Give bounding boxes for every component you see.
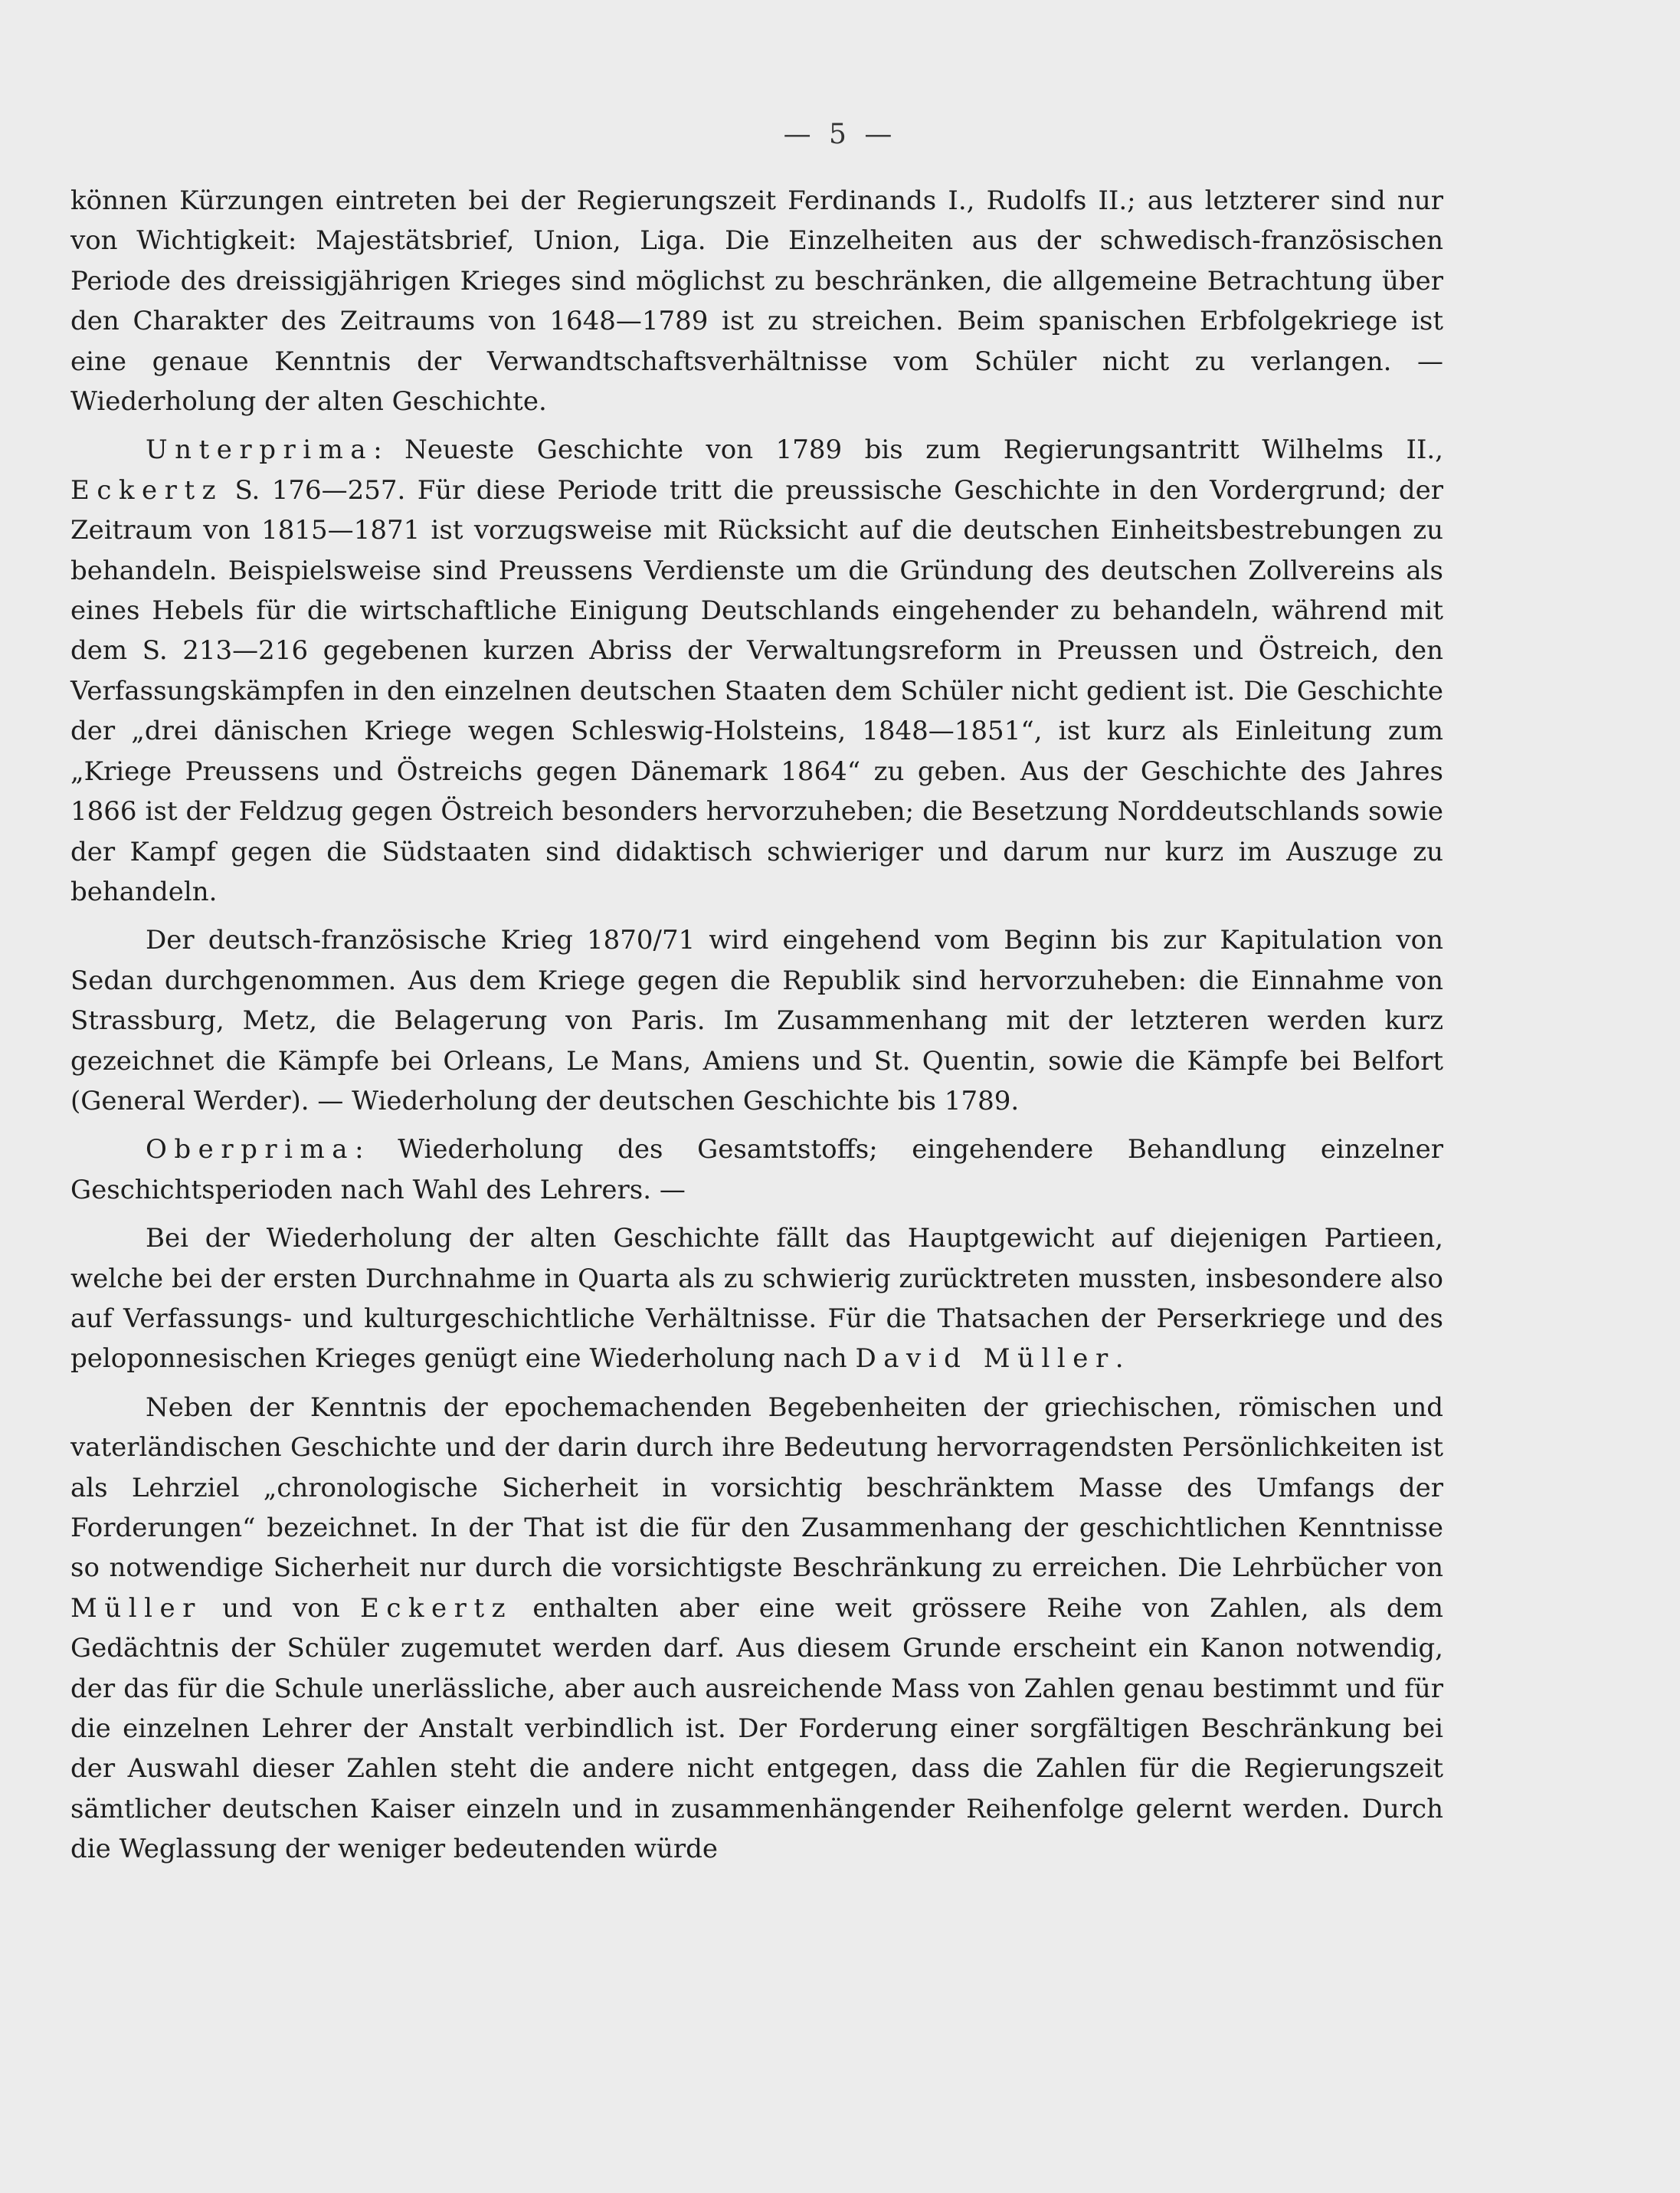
- paragraph: [70, 1218, 1443, 1379]
- spaced-emphasis: Eckertz: [70, 474, 224, 506]
- paragraph: [70, 1388, 1443, 1870]
- text-run: : Wiederholung des Gesamtstoffs; eingehendere Behandlung einzelner Geschichtsperioden nach Wahl des Lehrers. —: [70, 1134, 1443, 1205]
- paragraph: [70, 920, 1443, 1121]
- spaced-emphasis: Müller: [70, 1592, 202, 1624]
- paragraph: [70, 430, 1443, 912]
- page-number: — 5 —: [783, 119, 897, 150]
- spaced-emphasis: Unterprima: [146, 434, 374, 466]
- paragraph: [70, 181, 1443, 421]
- spaced-emphasis: Oberprima: [146, 1134, 355, 1165]
- text-run: S. 176—257. Für diese Periode tritt die preussische Geschichte in den Vordergrund; der Zeitraum von 1815—1871 ist vorzugsweise mit Rücksicht auf die deutschen Einheitsbestrebungen zu behandeln. Beispielsweise sind Preussens Verdienste um die Gründung des deutschen Zollvereins als eines Hebels für die wirtschaftliche Einigung Deutschlands eingehender zu behandeln, während mit dem S. 213—216 gegebenen kurzen Abriss der Verwaltungsreform in Preussen und Östreich, den Verfassungskämpfen in den einzelnen deutschen Staaten dem Schüler nicht gedient ist. Die Geschichte der „drei dänischen Kriege wegen Schleswig-Holsteins, 1848—1851“, ist kurz als Einleitung zum „Kriege Preussens und Östreichs gegen Dänemark 1864“ zu geben. Aus der Geschichte des Jahres 1866 ist der Feldzug gegen Östreich besonders hervorzuheben; die Besetzung Norddeutschlands sowie der Kampf gegen die Südstaaten sind didaktisch schwieriger und darum nur kurz im Auszuge zu behandeln.: [70, 474, 1443, 907]
- spaced-emphasis: Eckertz: [360, 1592, 513, 1624]
- text-run: .: [1115, 1343, 1124, 1375]
- text-run: und von: [201, 1592, 361, 1624]
- text-run: enthalten aber eine weit grössere Reihe von Zahlen, als dem Gedächtnis der Schüler zugemutet werden darf. Aus diesem Grunde erscheint ein Kanon notwendig, der das für die Schule unerlässliche, aber auch ausreichende Mass von Zahlen genau bestimmt und für die einzelnen Lehrer der Anstalt verbindlich ist. Der Forderung einer sorgfältigen Beschränkung bei der Auswahl dieser Zahlen steht die andere nicht entgegen, dass die Zahlen für die Regierungszeit sämtlicher deutschen Kaiser einzeln und in zusammenhängender Reihenfolge gelernt werden. Durch die Weglassung der weniger bedeutenden würde: [70, 1592, 1443, 1865]
- text-run: : Neueste Geschichte von 1789 bis zum Regierungsantritt Wilhelms II.,: [373, 434, 1443, 466]
- text-run: können Kürzungen eintreten bei der Regierungszeit Ferdinands I., Rudolfs II.; aus letzterer sind nur von Wichtigkeit: Majestätsbrief, Union, Liga. Die Einzelheiten aus der schwedisch-französischen Periode des dreissigjährigen Krieges sind möglichst zu beschränken, die allgemeine Betrachtung über den Charakter des Zeitraums von 1648—1789 ist zu streichen. Beim spanischen Erbfolgekriege ist eine genaue Kenntnis der Verwandtschaftsverhältnisse vom Schüler nicht zu verlangen. — Wiederholung der alten Geschichte.: [70, 185, 1443, 418]
- text-run: Neben der Kenntnis der epochemachenden Begebenheiten der griechischen, römischen und vaterländischen Geschichte und der darin durch ihre Bedeutung hervorragendsten Persönlichkeiten ist als Lehrziel „chronologische Sicherheit in vorsichtig beschränktem Masse des Umfangs der Forderungen“ bezeichnet. In der That ist die für den Zusammenhang der geschichtlichen Kenntnisse so notwendige Sicherheit nur durch die vorsichtigste Beschränkung zu erreichen. Die Lehrbücher von: [70, 1392, 1443, 1584]
- body-text: [70, 181, 1443, 1878]
- paragraph: [70, 1129, 1443, 1210]
- spaced-emphasis: David Müller: [855, 1343, 1115, 1375]
- text-run: Der deutsch-französische Krieg 1870/71 wird eingehend vom Beginn bis zur Kapitulation von Sedan durchgenommen. Aus dem Kriege gegen die Republik sind hervorzuheben: die Einnahme von Strassburg, Metz, die Belagerung von Paris. Im Zusammenhang mit der letzteren werden kurz gezeichnet die Kämpfe bei Orleans, Le Mans, Amiens und St. Quentin, sowie die Kämpfe bei Belfort (General Werder). — Wiederholung der deutschen Geschichte bis 1789.: [70, 925, 1443, 1116]
- text-run: Bei der Wiederholung der alten Geschichte fällt das Hauptgewicht auf diejenigen Partieen, welche bei der ersten Durchnahme in Quarta als zu schwierig zurücktreten mussten, insbesondere also auf Verfassungs- und kulturgeschichtliche Verhältnisse. Für die Thatsachen der Perserkriege und des peloponnesischen Krieges genügt eine Wiederholung nach: [70, 1223, 1443, 1375]
